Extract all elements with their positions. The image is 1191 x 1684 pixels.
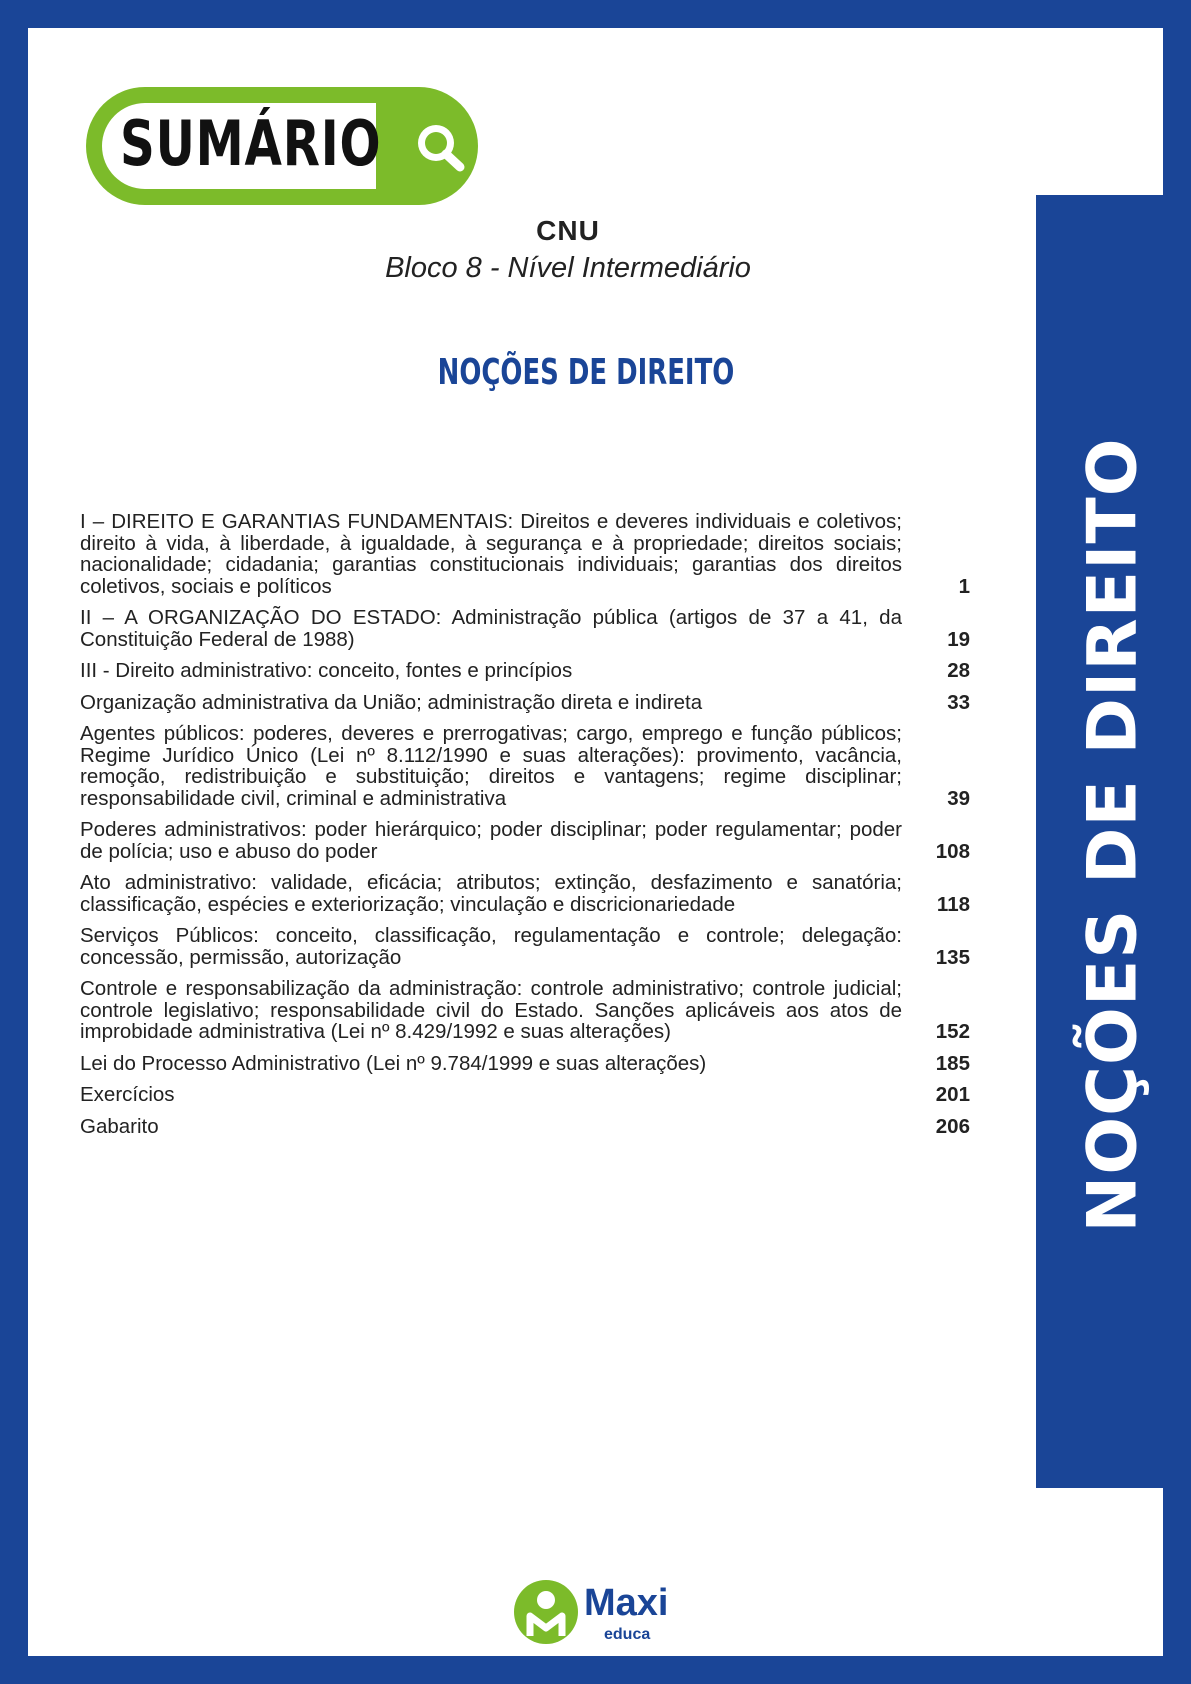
toc-entry-text: Agentes públicos: poderes, deveres e prerrogativas; cargo, emprego e função públicos; Regime Jurídico Único (Lei nº 8.112/1990 e suas alterações): provimento, vacância, remoção, redistribuição e substituição; direitos e vantagens; regime disciplinar; responsabilidade civil, criminal e administrativa [80,722,902,810]
brand-name: Maxi [584,1582,669,1624]
toc-entry-text: Organização administrativa da União; administração direta e indireta [80,690,703,714]
toc-entry-text: Controle e responsabilização da administração: controle administrativo; controle judicial; controle legislativo; responsabilidade civil do Estado. Sanções aplicáveis aos atos de improbidade administrativa (Lei nº 8.429/1992 e suas alterações) [80,977,902,1043]
toc-entry[interactable] [80,511,970,597]
toc-entry-page: 28 [947,659,970,682]
maxi-educa-logo [512,1578,682,1648]
brand-sub: educa [604,1626,651,1643]
toc-entry-text: II – A ORGANIZAÇÃO DO ESTADO: Administração pública (artigos de 37 a 41, da Constituição Federal de 1988) [80,606,902,651]
toc-entry[interactable] [80,723,970,809]
toc-entry-page: 1 [958,574,970,598]
toc-entry[interactable] [80,978,970,1043]
block-subtitle: Bloco 8 - Nível Intermediário [385,252,751,284]
toc-entry[interactable] [80,692,970,714]
toc-entry-text: Serviços Públicos: conceito, classificação, regulamentação e controle; delegação: concessão, permissão, autorização [80,924,902,969]
toc-entry-page: 201 [935,1083,970,1106]
toc-entry-text: Ato administrativo: validade, eficácia; atributos; extinção, desfazimento e sanatória; classificação, espécies e exteriorização; vinculação e discricionariedade [80,871,902,916]
side-label: NOÇÕES DE DIREITO [1073,437,1153,1233]
toc-entry-text: Gabarito [80,1114,159,1138]
toc-entry-text: Exercícios [80,1083,175,1106]
toc-entry[interactable] [80,1084,970,1106]
logo-text: SUMÁRIO [120,107,382,180]
toc-entry-text: Poderes administrativos: poder hierárquico; poder disciplinar; poder regulamentar; poder de polícia; uso e abuso do poder [80,818,902,863]
toc-entry-page: 152 [935,1020,970,1043]
exam-title: CNU [536,215,600,246]
toc-entry[interactable] [80,1116,970,1138]
toc-entry-page: 108 [935,839,970,863]
toc-entry-text: Lei do Processo Administrativo (Lei nº 9.784/1999 e suas alterações) [80,1051,707,1075]
toc-entry-page: 33 [947,690,970,714]
toc-entry-page: 206 [935,1114,970,1138]
subject-title: NOÇÕES DE DIREITO [437,352,735,393]
toc-entry-page: 185 [935,1051,970,1075]
toc-entry[interactable] [80,660,970,682]
table-of-contents [80,511,970,1147]
toc-entry[interactable] [80,819,970,862]
person-icon [512,1578,580,1646]
toc-entry-page: 118 [936,892,970,916]
toc-entry[interactable] [80,1053,970,1075]
toc-entry[interactable] [80,925,970,968]
toc-entry[interactable] [80,607,970,650]
toc-entry-text: I – DIREITO E GARANTIAS FUNDAMENTAIS: Direitos e deveres individuais e coletivos; direito à vida, à liberdade, à igualdade, à segurança e à propriedade; direitos sociais; nacionalidade; cidadania; garantias constitucionais individuais; garantias dos direitos coletivos, sociais e políticos [80,510,902,598]
toc-entry[interactable] [80,872,970,915]
toc-entry-page: 135 [935,945,970,969]
sumario-logo [86,87,478,205]
toc-entry-text: III - Direito administrativo: conceito, fontes e princípios [80,659,573,682]
toc-entry-page: 19 [947,627,970,651]
magnifier-icon [404,109,478,183]
toc-entry-page: 39 [947,786,970,810]
